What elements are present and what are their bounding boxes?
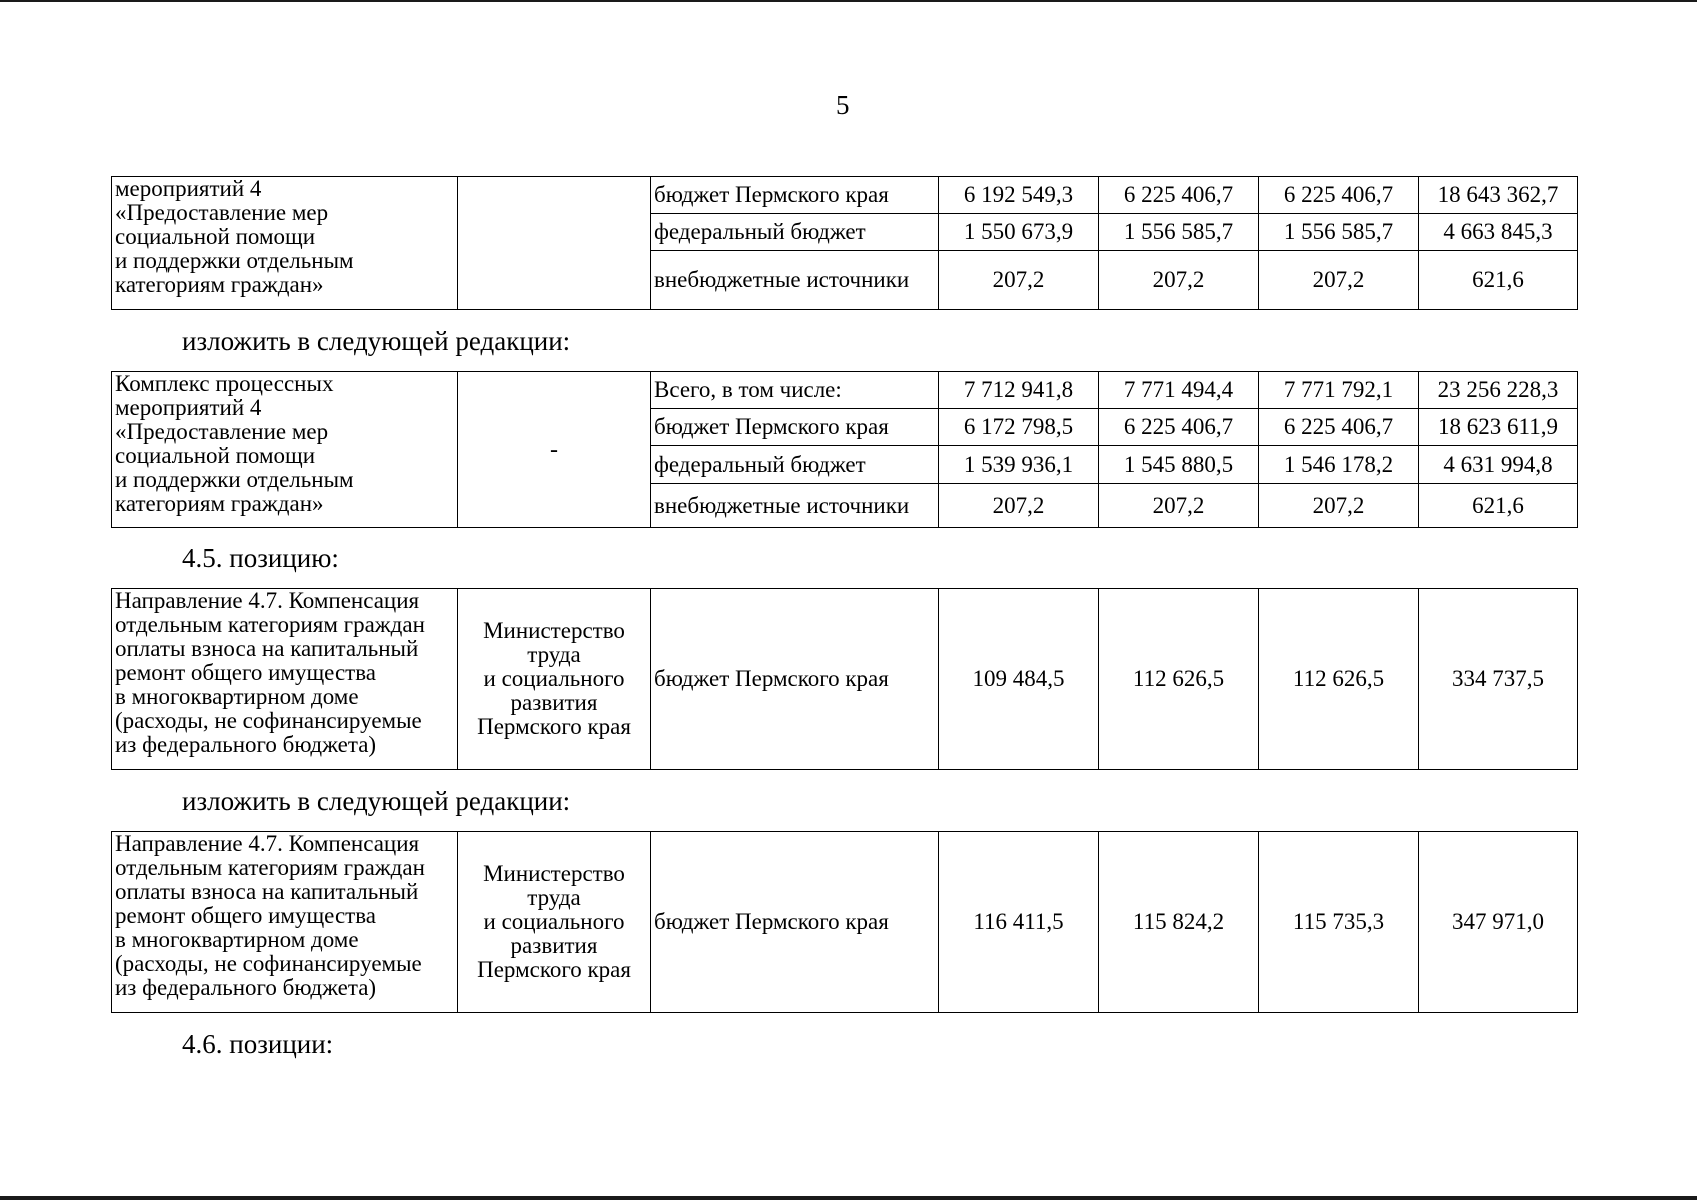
amount-year-3: 6 225 406,7 — [1259, 177, 1419, 214]
funding-source: бюджет Пермского края — [651, 177, 939, 214]
activity-description: Направление 4.7. Компенсация отдельным категориям граждан оплаты взноса на капитальный ремонт общего имущества в многоквартирном доме (расходы, не софинансируемые из федерального бюджета) — [112, 832, 458, 1013]
funding-table-new-complex — [111, 371, 1578, 528]
amount-year-1: 1 550 673,9 — [939, 214, 1099, 251]
instruction-text: изложить в следующей редакции: — [182, 326, 571, 356]
amount-year-1: 207,2 — [939, 251, 1099, 310]
amount-total: 621,6 — [1419, 484, 1578, 528]
amount-total: 18 643 362,7 — [1419, 177, 1578, 214]
amount-year-2: 207,2 — [1099, 484, 1259, 528]
activity-description: Комплекс процессных мероприятий 4 «Предоставление мер социальной помощи и поддержки отдельным категориям граждан» — [112, 372, 458, 528]
funding-source: бюджет Пермского края — [651, 832, 939, 1013]
amount-year-2: 1 556 585,7 — [1099, 214, 1259, 251]
funding-source: внебюджетные источники — [651, 484, 939, 528]
amount-year-3: 112 626,5 — [1259, 589, 1419, 770]
executor-cell: Министерство труда и социального развития Пермского края — [458, 832, 651, 1013]
activity-description: Направление 4.7. Компенсация отдельным категориям граждан оплаты взноса на капитальный ремонт общего имущества в многоквартирном доме (расходы, не софинансируемые из федерального бюджета) — [112, 589, 458, 770]
funding-table-old-complex — [111, 176, 1578, 310]
funding-source: внебюджетные источники — [651, 251, 939, 310]
amount-year-2: 1 545 880,5 — [1099, 446, 1259, 484]
table-row — [112, 177, 1578, 214]
funding-source: федеральный бюджет — [651, 446, 939, 484]
instruction-text: изложить в следующей редакции: — [182, 786, 571, 816]
funding-source: федеральный бюджет — [651, 214, 939, 251]
table-row — [112, 589, 1578, 770]
amount-year-1: 116 411,5 — [939, 832, 1099, 1013]
amount-total: 334 737,5 — [1419, 589, 1578, 770]
amount-total: 4 663 845,3 — [1419, 214, 1578, 251]
funding-table-old-direction — [111, 588, 1578, 770]
section-heading: 4.6. позиции: — [182, 1029, 334, 1059]
page-number: 5 — [836, 90, 850, 120]
funding-source: бюджет Пермского края — [651, 409, 939, 446]
amount-total: 347 971,0 — [1419, 832, 1578, 1013]
table-row — [112, 372, 1578, 409]
amount-year-3: 207,2 — [1259, 484, 1419, 528]
funding-source: бюджет Пермского края — [651, 589, 939, 770]
amount-year-3: 115 735,3 — [1259, 832, 1419, 1013]
funding-table-new-direction — [111, 831, 1578, 1013]
amount-total: 23 256 228,3 — [1419, 372, 1578, 409]
amount-year-2: 7 771 494,4 — [1099, 372, 1259, 409]
amount-total: 18 623 611,9 — [1419, 409, 1578, 446]
amount-year-1: 6 192 549,3 — [939, 177, 1099, 214]
amount-year-2: 207,2 — [1099, 251, 1259, 310]
amount-year-1: 109 484,5 — [939, 589, 1099, 770]
amount-total: 4 631 994,8 — [1419, 446, 1578, 484]
amount-year-2: 6 225 406,7 — [1099, 409, 1259, 446]
amount-year-1: 6 172 798,5 — [939, 409, 1099, 446]
amount-year-3: 1 546 178,2 — [1259, 446, 1419, 484]
executor-cell: Министерство труда и социального развития Пермского края — [458, 589, 651, 770]
table-row — [112, 832, 1578, 1013]
amount-total: 621,6 — [1419, 251, 1578, 310]
executor-cell — [458, 177, 651, 310]
activity-description: мероприятий 4 «Предоставление мер социальной помощи и поддержки отдельным категориям граждан» — [112, 177, 458, 310]
amount-year-3: 207,2 — [1259, 251, 1419, 310]
scan-bottom-edge — [0, 1196, 1697, 1200]
amount-year-1: 1 539 936,1 — [939, 446, 1099, 484]
amount-year-1: 7 712 941,8 — [939, 372, 1099, 409]
amount-year-3: 1 556 585,7 — [1259, 214, 1419, 251]
amount-year-2: 112 626,5 — [1099, 589, 1259, 770]
amount-year-1: 207,2 — [939, 484, 1099, 528]
amount-year-2: 115 824,2 — [1099, 832, 1259, 1013]
scan-top-edge — [0, 0, 1697, 2]
amount-year-3: 7 771 792,1 — [1259, 372, 1419, 409]
amount-year-2: 6 225 406,7 — [1099, 177, 1259, 214]
section-heading: 4.5. позицию: — [182, 543, 339, 573]
executor-cell: - — [458, 372, 651, 528]
funding-source: Всего, в том числе: — [651, 372, 939, 409]
amount-year-3: 6 225 406,7 — [1259, 409, 1419, 446]
